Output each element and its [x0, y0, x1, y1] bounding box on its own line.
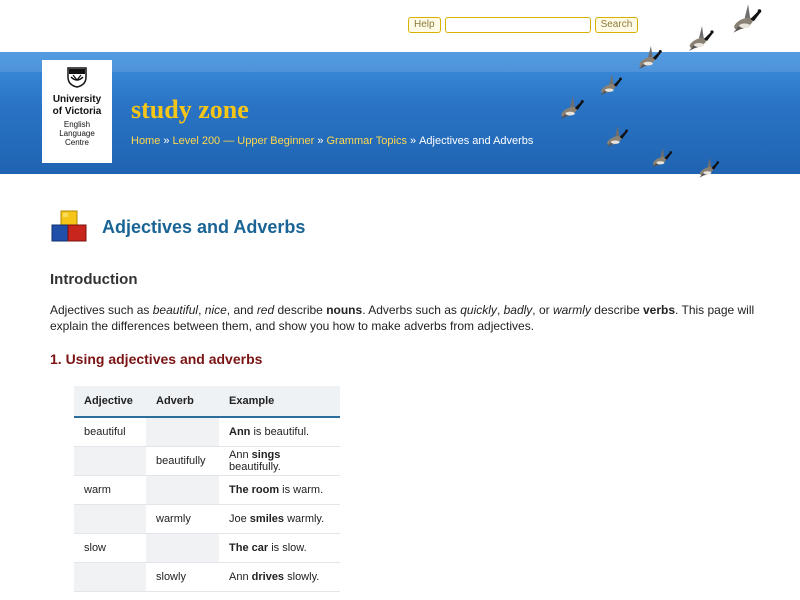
intro-text: . Adverbs such as	[362, 303, 461, 317]
example-highlight: Ann	[229, 426, 251, 438]
table-row	[74, 417, 340, 447]
adjective-adverb-table	[74, 386, 340, 592]
cell-example	[219, 534, 340, 563]
example-text: Ann	[229, 571, 252, 583]
cell-example	[219, 505, 340, 534]
example-text: warmly.	[284, 513, 325, 525]
logo-sub-line2: Language	[59, 129, 95, 138]
intro-text: , and	[226, 303, 257, 317]
logo-name-line2: of Victoria	[52, 106, 102, 117]
example-text: Joe	[229, 513, 250, 525]
example-highlight: The room	[229, 484, 280, 496]
logo-sub-line3: Centre	[64, 138, 89, 147]
goose-icon	[636, 44, 664, 72]
top-controls	[408, 17, 638, 33]
breadcrumb	[131, 135, 533, 147]
cell-adverb	[146, 534, 219, 563]
page-heading	[50, 210, 305, 244]
cell-adverb	[146, 476, 219, 505]
logo-sub-line1: English	[63, 120, 91, 129]
intro-example-word: badly	[503, 303, 533, 317]
intro-text: ,	[198, 303, 205, 317]
col-header-adjective: Adjective	[74, 386, 146, 417]
intro-bold-term: verbs	[643, 303, 676, 317]
cell-adverb: beautifully	[146, 447, 219, 476]
uvic-crest-icon	[66, 66, 88, 88]
goose-icon	[730, 2, 764, 36]
search-input[interactable]	[445, 17, 591, 33]
intro-text: describe	[274, 303, 327, 317]
table-row	[74, 447, 340, 476]
intro-text: . This page will explain the differences between them, and show you how to make adverbs from adjectives.	[50, 303, 755, 333]
breadcrumb-separator: »	[163, 135, 170, 147]
banner-highlight	[0, 52, 800, 72]
cell-example	[219, 447, 340, 476]
cell-adjective	[74, 505, 146, 534]
table-row	[74, 476, 340, 505]
example-highlight: sings	[251, 449, 281, 461]
help-button[interactable]: Help	[408, 17, 441, 33]
cell-adverb	[146, 417, 219, 447]
search-button[interactable]: Search	[595, 17, 639, 33]
cell-adjective: beautiful	[74, 417, 146, 447]
intro-bold-term: nouns	[326, 303, 363, 317]
goose-icon	[598, 72, 624, 98]
goose-icon	[558, 94, 586, 122]
cell-adverb: slowly	[146, 563, 219, 592]
intro-text: describe	[590, 303, 643, 317]
cell-adverb: warmly	[146, 505, 219, 534]
cell-example	[219, 476, 340, 505]
breadcrumb-link[interactable]: Level 200 — Upper Beginner	[172, 135, 315, 147]
intro-heading: Introduction	[50, 271, 138, 288]
goose-icon	[697, 156, 721, 180]
example-highlight: drives	[251, 571, 285, 583]
intro-paragraph	[50, 302, 760, 334]
table-row	[74, 563, 340, 592]
col-header-adverb: Adverb	[146, 386, 219, 417]
intro-example-word: red	[256, 303, 275, 317]
goose-icon	[686, 24, 716, 54]
intro-example-word: beautiful	[152, 303, 199, 317]
table-header-row	[74, 386, 340, 417]
cell-adjective: warm	[74, 476, 146, 505]
intro-text: , or	[532, 303, 553, 317]
breadcrumb-current: Adjectives and Adverbs	[419, 135, 534, 147]
goose-icon	[650, 146, 674, 170]
example-text: is slow.	[268, 542, 307, 554]
top-bar	[0, 0, 800, 52]
example-text: beautifully.	[229, 461, 281, 473]
goose-icon	[604, 124, 630, 150]
example-text: is beautiful.	[250, 426, 310, 438]
site-title[interactable]: study zone	[131, 95, 249, 124]
intro-example-word: quickly	[460, 303, 497, 317]
logo-name-line1: University	[52, 94, 102, 105]
university-logo[interactable]	[42, 60, 112, 163]
table-row	[74, 505, 340, 534]
intro-example-word: nice	[204, 303, 227, 317]
toy-blocks-icon	[50, 210, 90, 244]
col-header-example: Example	[219, 386, 340, 417]
cell-adjective	[74, 563, 146, 592]
breadcrumb-separator: »	[317, 135, 324, 147]
intro-text: ,	[496, 303, 504, 317]
header-banner	[0, 52, 800, 174]
example-text: slowly.	[284, 571, 320, 583]
breadcrumb-separator: »	[409, 135, 417, 147]
cell-adjective: slow	[74, 534, 146, 563]
table-row	[74, 534, 340, 563]
table-body	[74, 417, 340, 592]
intro-example-word: warmly	[552, 303, 591, 317]
example-highlight: smiles	[249, 513, 285, 525]
example-text: Ann	[229, 449, 252, 461]
intro-text: Adjectives such as	[50, 303, 153, 317]
cell-adjective	[74, 447, 146, 476]
example-highlight: The car	[229, 542, 269, 554]
cell-example	[219, 417, 340, 447]
cell-example	[219, 563, 340, 592]
example-text: is warm.	[279, 484, 324, 496]
breadcrumb-link[interactable]: Home	[131, 135, 161, 147]
page-title: Adjectives and Adverbs	[102, 216, 306, 237]
section1-heading: 1. Using adjectives and adverbs	[50, 351, 263, 367]
breadcrumb-link[interactable]: Grammar Topics	[326, 135, 407, 147]
